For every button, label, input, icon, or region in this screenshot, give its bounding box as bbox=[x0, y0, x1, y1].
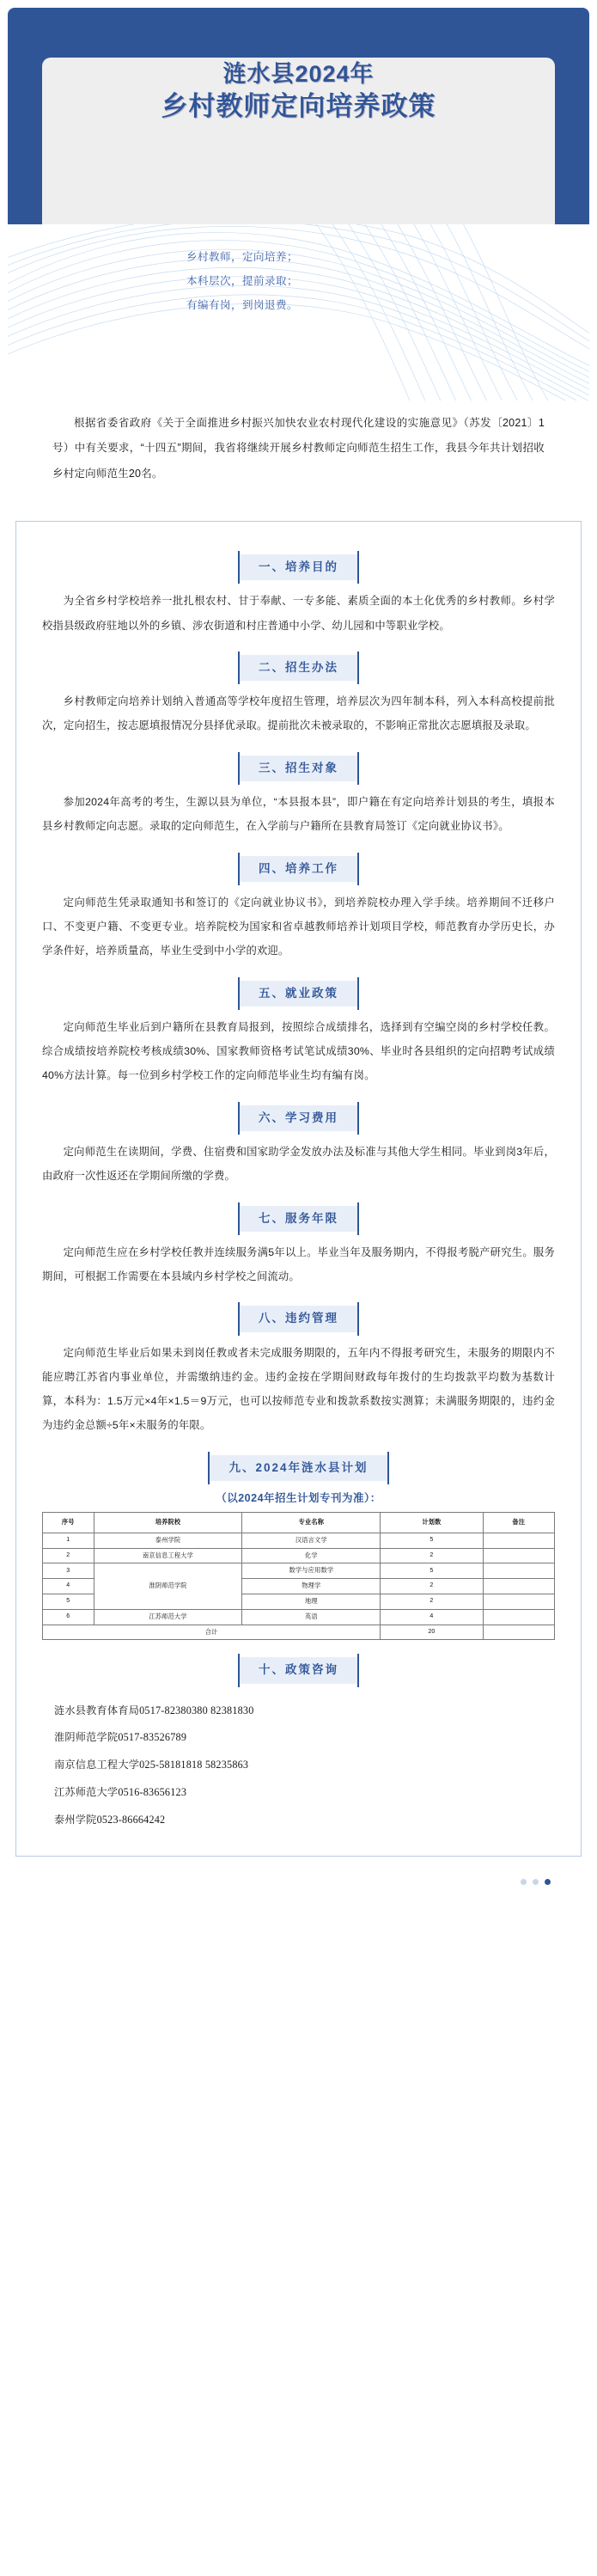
contact-item bbox=[54, 1724, 555, 1752]
section-1-body: 为全省乡村学校培养一批扎根农村、甘于奉献、一专多能、素质全面的本土化优秀的乡村教师。乡村学校指县级政府驻地以外的乡镇、涉农街道和村庄普通中小学、幼儿园和中等职业学校。 bbox=[42, 595, 555, 632]
contact-tel[interactable]: 0517-83526789 bbox=[118, 1731, 187, 1744]
section-2-body: 乡村教师定向培养计划纳入普通高等学校年度招生管理，培养层次为四年制本科，列入本科高校提前批次，定向招生，按志愿填报情况分县择优录取。提前批次未被录取的，不影响正常批次志愿填报及录取。 bbox=[42, 695, 555, 732]
policy-sections bbox=[16, 554, 581, 1438]
contact-org: 南京信息工程大学 bbox=[54, 1759, 140, 1771]
section-1 bbox=[42, 554, 555, 638]
cell-count: 2 bbox=[381, 1579, 483, 1594]
section-3-body: 参加2024年高考的考生，生源以县为单位，“本县报本县”，即户籍在有定向培养计划县的考生，填报本县乡村教师定向志愿。录取的定向师范生，在入学前与户籍所在县教育局签订《定向就业协议书》。 bbox=[42, 796, 555, 833]
cell-count: 4 bbox=[381, 1609, 483, 1625]
enrollment-plan-table bbox=[42, 1512, 555, 1640]
cell-major: 汉语言文学 bbox=[242, 1533, 381, 1548]
section-10-consult bbox=[16, 1657, 581, 1683]
section-8-body: 定向师范生毕业后如果未到岗任教或者未完成服务期限的，五年内不得报考研究生，未服务的期限内不能应聘江苏省内事业单位，并需缴纳违约金。违约金按在学期间财政每年拨付的生均拨款平均数为基数计算，本科为：1.5万元×4年×1.5＝9万元，也可以按师范专业和拨款系数按实测算；未满服务期限的，违约金为违约金总额÷5年×未服务的年限。 bbox=[42, 1346, 555, 1432]
cell-index: 1 bbox=[43, 1533, 94, 1548]
section-2-heading: 二、招生办法 bbox=[240, 655, 357, 681]
pagination-dot-2[interactable] bbox=[533, 1879, 539, 1885]
cell-major: 地理 bbox=[242, 1594, 381, 1609]
cell-index: 3 bbox=[43, 1563, 94, 1579]
cell-count: 5 bbox=[381, 1533, 483, 1548]
section-4-body: 定向师范生凭录取通知书和签订的《定向就业协议书》，到培养院校办理入学手续。培养期间不迁移户口、不变更户籍、不变更专业。培养院校为国家和省卓越教师培养计划项目学校，师范教育办学历史长，办学条件好，培养质量高，毕业生受到中小学的欢迎。 bbox=[42, 896, 555, 958]
section-7 bbox=[42, 1206, 555, 1289]
cell-remark bbox=[483, 1533, 554, 1548]
section-10-header bbox=[42, 1657, 555, 1683]
table-row bbox=[43, 1563, 555, 1579]
cell-major: 英语 bbox=[242, 1609, 381, 1625]
cell-remark bbox=[483, 1563, 554, 1579]
contact-item bbox=[54, 1807, 555, 1834]
cell-remark bbox=[483, 1594, 554, 1609]
cell-school: 泰州学院 bbox=[94, 1533, 242, 1548]
section-5-header bbox=[42, 981, 555, 1007]
cell-school: 江苏师范大学 bbox=[94, 1609, 242, 1625]
cell-index: 4 bbox=[43, 1579, 94, 1594]
intro-paragraph: 根据省委省政府《关于全面推进乡村振兴加快农业农村现代化建设的实施意见》（苏发〔2021〕1号）中有关要求，“十四五”期间，我省将继续开展乡村教师定向师范生招生工作，我县今年共计划招收乡村定向师范生20名。 bbox=[52, 417, 545, 480]
section-8-header bbox=[42, 1306, 555, 1331]
cell-major: 化学 bbox=[242, 1548, 381, 1563]
section-1-heading: 一、培养目的 bbox=[240, 554, 357, 580]
section-9-plan bbox=[16, 1455, 581, 1641]
contact-org: 涟水县教育体育局 bbox=[54, 1704, 140, 1716]
section-3-header bbox=[42, 756, 555, 781]
contact-item bbox=[54, 1752, 555, 1779]
table-row bbox=[43, 1533, 555, 1548]
section-7-body: 定向师范生应在乡村学校任教并连续服务满5年以上。毕业当年及服务期内，不得报考脱产研究生。服务期间，可根据工作需要在本县域内乡村学校之间流动。 bbox=[42, 1245, 555, 1283]
footer-strip bbox=[0, 1885, 597, 1914]
section-4-header bbox=[42, 856, 555, 882]
section-8-heading: 八、违约管理 bbox=[240, 1306, 357, 1331]
pagination-dots bbox=[0, 1857, 597, 1885]
hero-wave-area bbox=[8, 224, 589, 401]
section-6-heading: 六、学习费用 bbox=[240, 1105, 357, 1131]
contact-org: 江苏师范大学 bbox=[54, 1785, 119, 1798]
section-5 bbox=[42, 981, 555, 1088]
contact-org: 淮阴师范学院 bbox=[54, 1731, 119, 1744]
section-3 bbox=[42, 756, 555, 839]
section-4-heading: 四、培养工作 bbox=[240, 856, 357, 882]
col-header-remark: 备注 bbox=[483, 1513, 554, 1533]
table-header-row bbox=[43, 1513, 555, 1533]
pagination-dot-1[interactable] bbox=[521, 1879, 527, 1885]
section-9-heading: 九、2024年涟水县计划 bbox=[210, 1455, 387, 1481]
section-5-heading: 五、就业政策 bbox=[240, 981, 357, 1007]
cell-count: 2 bbox=[381, 1594, 483, 1609]
section-1-header bbox=[42, 554, 555, 580]
cell-total-remark bbox=[483, 1625, 554, 1640]
table-row bbox=[43, 1609, 555, 1625]
col-header-school: 培养院校 bbox=[94, 1513, 242, 1533]
contact-tel[interactable]: 0523-86664242 bbox=[96, 1813, 166, 1826]
cell-total-label: 合计 bbox=[43, 1625, 381, 1640]
contact-item bbox=[54, 1779, 555, 1807]
header-banner bbox=[8, 8, 589, 224]
cell-total-count: 20 bbox=[381, 1625, 483, 1640]
contact-tel[interactable]: 0517-82380380 82381830 bbox=[139, 1704, 254, 1716]
section-2-header bbox=[42, 655, 555, 681]
slogan-block bbox=[8, 224, 589, 317]
contact-org: 泰州学院 bbox=[54, 1813, 97, 1826]
page-title bbox=[8, 59, 589, 123]
section-4 bbox=[42, 856, 555, 964]
table-total-row bbox=[43, 1625, 555, 1640]
contact-item bbox=[54, 1698, 555, 1725]
slogan-line-3: 有编有岗，到岗退费。 bbox=[186, 299, 299, 312]
contact-tel[interactable]: 0516-83656123 bbox=[118, 1785, 187, 1798]
cell-school: 南京信息工程大学 bbox=[94, 1548, 242, 1563]
section-8 bbox=[42, 1306, 555, 1437]
section-3-heading: 三、招生对象 bbox=[240, 756, 357, 781]
col-header-major: 专业名称 bbox=[242, 1513, 381, 1533]
section-6-body: 定向师范生在读期间，学费、住宿费和国家助学金发放办法及标准与其他大学生相同。毕业到岗3年后，由政府一次性返还在学期间所缴的学费。 bbox=[42, 1146, 555, 1183]
section-5-body: 定向师范生毕业后到户籍所在县教育局报到，按照综合成绩排名，选择到有空编空岗的乡村学校任教。综合成绩按培养院校考核成绩30%、国家教师资格考试笔试成绩30%、毕业时各县组织的定向招聘考试成绩40%方法计算。每一位到乡村学校工作的定向师范毕业生均有编有岗。 bbox=[42, 1020, 555, 1082]
section-7-heading: 七、服务年限 bbox=[240, 1206, 357, 1232]
cell-index: 5 bbox=[43, 1594, 94, 1609]
section-6-header bbox=[42, 1105, 555, 1131]
cell-major: 物理学 bbox=[242, 1579, 381, 1594]
section-10-heading: 十、政策咨询 bbox=[240, 1657, 357, 1683]
title-line-2: 乡村教师定向培养政策 bbox=[161, 90, 436, 121]
col-header-count: 计划数 bbox=[381, 1513, 483, 1533]
section-6 bbox=[42, 1105, 555, 1189]
cell-remark bbox=[483, 1548, 554, 1563]
cell-school: 淮阴师范学院 bbox=[94, 1563, 242, 1609]
section-7-header bbox=[42, 1206, 555, 1232]
contact-tel[interactable]: 025-58181818 58235863 bbox=[139, 1759, 249, 1771]
cell-index: 2 bbox=[43, 1548, 94, 1563]
cell-count: 5 bbox=[381, 1563, 483, 1579]
col-header-index: 序号 bbox=[43, 1513, 94, 1533]
slogan-line-1: 乡村教师，定向培养； bbox=[186, 251, 299, 263]
pagination-dot-3[interactable] bbox=[545, 1879, 551, 1885]
cell-index: 6 bbox=[43, 1609, 94, 1625]
section-9-header bbox=[42, 1455, 555, 1481]
cell-major: 数学与应用数学 bbox=[242, 1563, 381, 1579]
policy-body-card bbox=[15, 521, 582, 1857]
cell-count: 2 bbox=[381, 1548, 483, 1563]
intro-block bbox=[8, 401, 589, 521]
cell-remark bbox=[483, 1609, 554, 1625]
section-2 bbox=[42, 655, 555, 738]
plan-table-note: （以2024年招生计划专刊为准）： bbox=[216, 1492, 381, 1504]
table-row bbox=[43, 1548, 555, 1563]
title-line-1: 涟水县2024年 bbox=[222, 61, 375, 87]
cell-remark bbox=[483, 1579, 554, 1594]
contact-list bbox=[16, 1692, 581, 1834]
slogan-line-2: 本科层次，提前录取； bbox=[186, 275, 299, 288]
